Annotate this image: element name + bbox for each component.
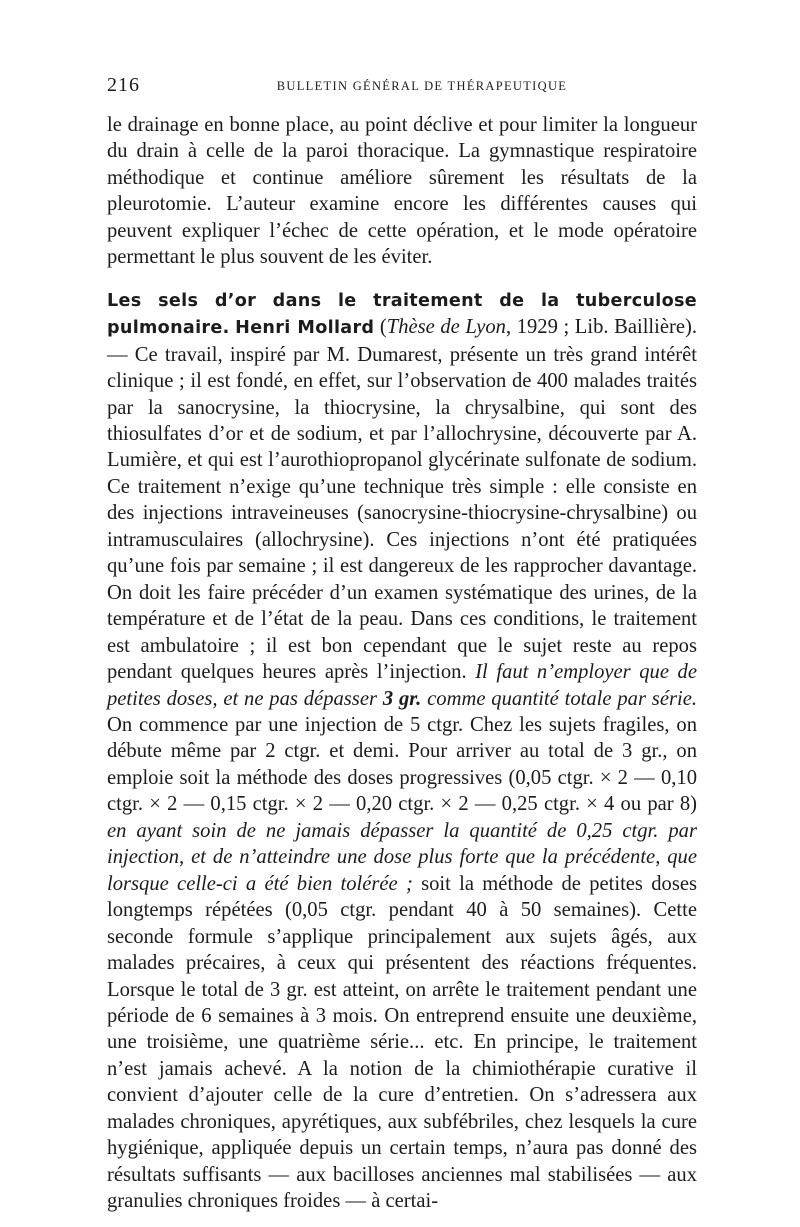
- body-text-part3: soit la méthode de petites doses longtemps répétées (0,05 ctgr. pendant 40 à 50 semaines). Cette seconde formule s’applique principalement aux sujets âgés, aux malades précaires, à ceux qui présentent des réactions fréquentes. Lorsque le total de 3 gr. est atteint, on arrête le traitement pendant une période de 6 semaines à 3 mois. On entreprend ensuite une deuxième, une troisième, une quatrième série... etc. En principe, le traitement n’est jamais achevé. A la notion de la chimiothérapie curative il convient d’ajouter celle de la cure d’entretien. On s’adressera aux malades chroniques, apyrétiques, aux subfébriles, chez lesquels la cure hygiénique, appliquée depuis un certain temps, n’aura pas donné des résultats suffisants — aux bacilloses anciennes mal stabilisées — aux granulies chroniques froides — à certai-: [107, 872, 697, 1213]
- source-rest: , 1929 ; Lib. Baillière).: [505, 316, 697, 339]
- running-head: [107, 70, 697, 106]
- dosage-rule-a: Il faut n’employer que de petites doses, et ne pas dépasser: [107, 661, 697, 710]
- dosage-caution: en ayant soin de ne jamais dépasser la quantité de 0,25 ctgr. par injection, et de n’atteindre une dose plus forte que la précédente, que lorsque celle-ci a été bien tolérée ;: [107, 819, 697, 895]
- dosage-rule-b: comme quantité totale par série.: [427, 687, 697, 710]
- paragraph-continuation: le drainage en bonne place, au point déclive et pour limiter la longueur du drain à celle de la paroi thoracique. La gymnastique respiratoire méthodique et continue améliore sûrement les résultats de la pleurotomie. L’auteur examine encore les différentes causes qui peuvent expliquer l’échec de cette opération, et le mode opératoire permettant le plus souvent de les éviter.: [107, 114, 697, 269]
- source-thesis: Thèse de Lyon: [386, 316, 506, 339]
- dosage-total: 3 gr.: [382, 687, 422, 710]
- review-section: [107, 287, 697, 1215]
- page-number: 216: [107, 74, 140, 96]
- source-open: (: [379, 316, 387, 339]
- body-text-part1: — Ce travail, inspiré par M. Dumarest, présente un très grand intérêt clinique ; il est fondé, en effet, sur l’observation de 400 malades traités par la sanocrysine, la thiocrysine, la chrysalbine, qui sont des thiosulfates d’or et de sodium, et par l’allochrysine, découverte par A. Lumière, et qui est l’aurothiopropanol glycérinate sulfonate de sodium. Ce traitement n’exige qu’une technique très simple : elle consiste en des injections intraveineuses (sanocrysine-thiocrysine-chrysalbine) ou intramusculaires (allochrysine). Ces injections n’ont été pratiquées qu’une fois par semaine ; il est dangereux de les rapprocher davantage. On doit les faire précéder d’un examen systématique des urines, de la température et de l’état de la peau. Dans ces conditions, le traitement est ambulatoire ; il est bon cependant que le sujet reste au repos pendant quelques heures après l’injection.: [107, 343, 697, 684]
- body-text-part2: On commence par une injection de 5 ctgr. Chez les sujets fragiles, on débute même par 2 ctgr. et demi. Pour arriver au total de 3 gr., on emploie soit la méthode des doses progressives (0,05 ctgr. × 2 — 0,10 ctgr. × 2 — 0,15 ctgr. × 2 — 0,20 ctgr. × 2 — 0,25 ctgr. × 4 ou par 8): [107, 713, 697, 816]
- document-page: [107, 70, 697, 1215]
- journal-title: BULLETIN GÉNÉRAL DE THÉRAPEUTIQUE: [276, 79, 568, 93]
- section-author: Henri Mollard: [235, 318, 375, 339]
- section-title: Les sels d’or dans le traitement de la tuberculose pulmonaire.: [107, 290, 697, 339]
